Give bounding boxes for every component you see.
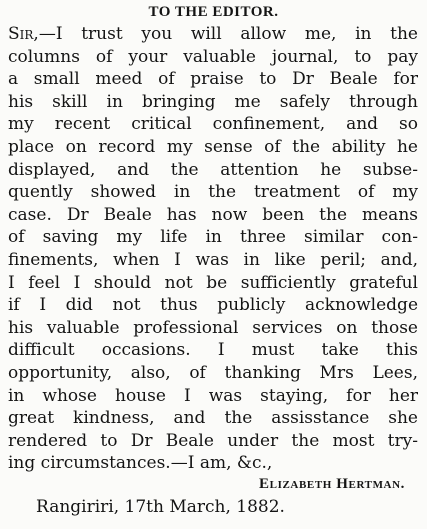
letter-line: of saving my life in three similar con- — [8, 227, 418, 248]
letter-line: rendered to Dr Beale under the most try- — [8, 430, 418, 451]
letter-dateline: Rangiriri, 17th March, 1882. — [36, 497, 285, 517]
letter-line: quently showed in the treatment of my — [8, 182, 418, 203]
letter-line: opportunity, also, of thanking Mrs Lees, — [8, 363, 418, 383]
letter-line: difficult occasions. I must take this — [8, 340, 418, 361]
letter-line: my recent critical confinement, and so — [8, 114, 418, 135]
letter-line: place on record my sense of the ability he — [8, 137, 418, 157]
letter-line: case. Dr Beale has now been the means — [8, 204, 418, 225]
letter-salutation: Sir, — [8, 24, 39, 44]
letter-line: displayed, and the attention he subse- — [8, 159, 418, 180]
letter-line-text: —I trust you will allow me, in the — [38, 24, 418, 44]
letter-line: finements, when I was in like peril; and, — [8, 250, 418, 270]
letter-line: if I did not thus publicly acknowledge — [8, 295, 418, 316]
letter-line: ing circumstances.—I am, &c., — [8, 453, 273, 474]
letter-line: I feel I should not be sufficiently grateful — [8, 272, 418, 293]
letter-line: his valuable professional services on those — [8, 317, 418, 338]
letter-line: great kindness, and the assisstance she — [8, 408, 418, 429]
letter-line: his skill in bringing me safely through — [8, 91, 418, 112]
letter-line — [8, 22, 418, 46]
letter-line: columns of your valuable journal, to pay — [8, 46, 418, 67]
letter-signature: Elizabeth Hertman. — [259, 476, 405, 492]
letter-line: in whose house I was staying, for her — [8, 385, 418, 406]
letter-heading: TO THE EDITOR. — [148, 4, 279, 20]
letter-line: a small meed of praise to Dr Beale for — [8, 69, 418, 90]
